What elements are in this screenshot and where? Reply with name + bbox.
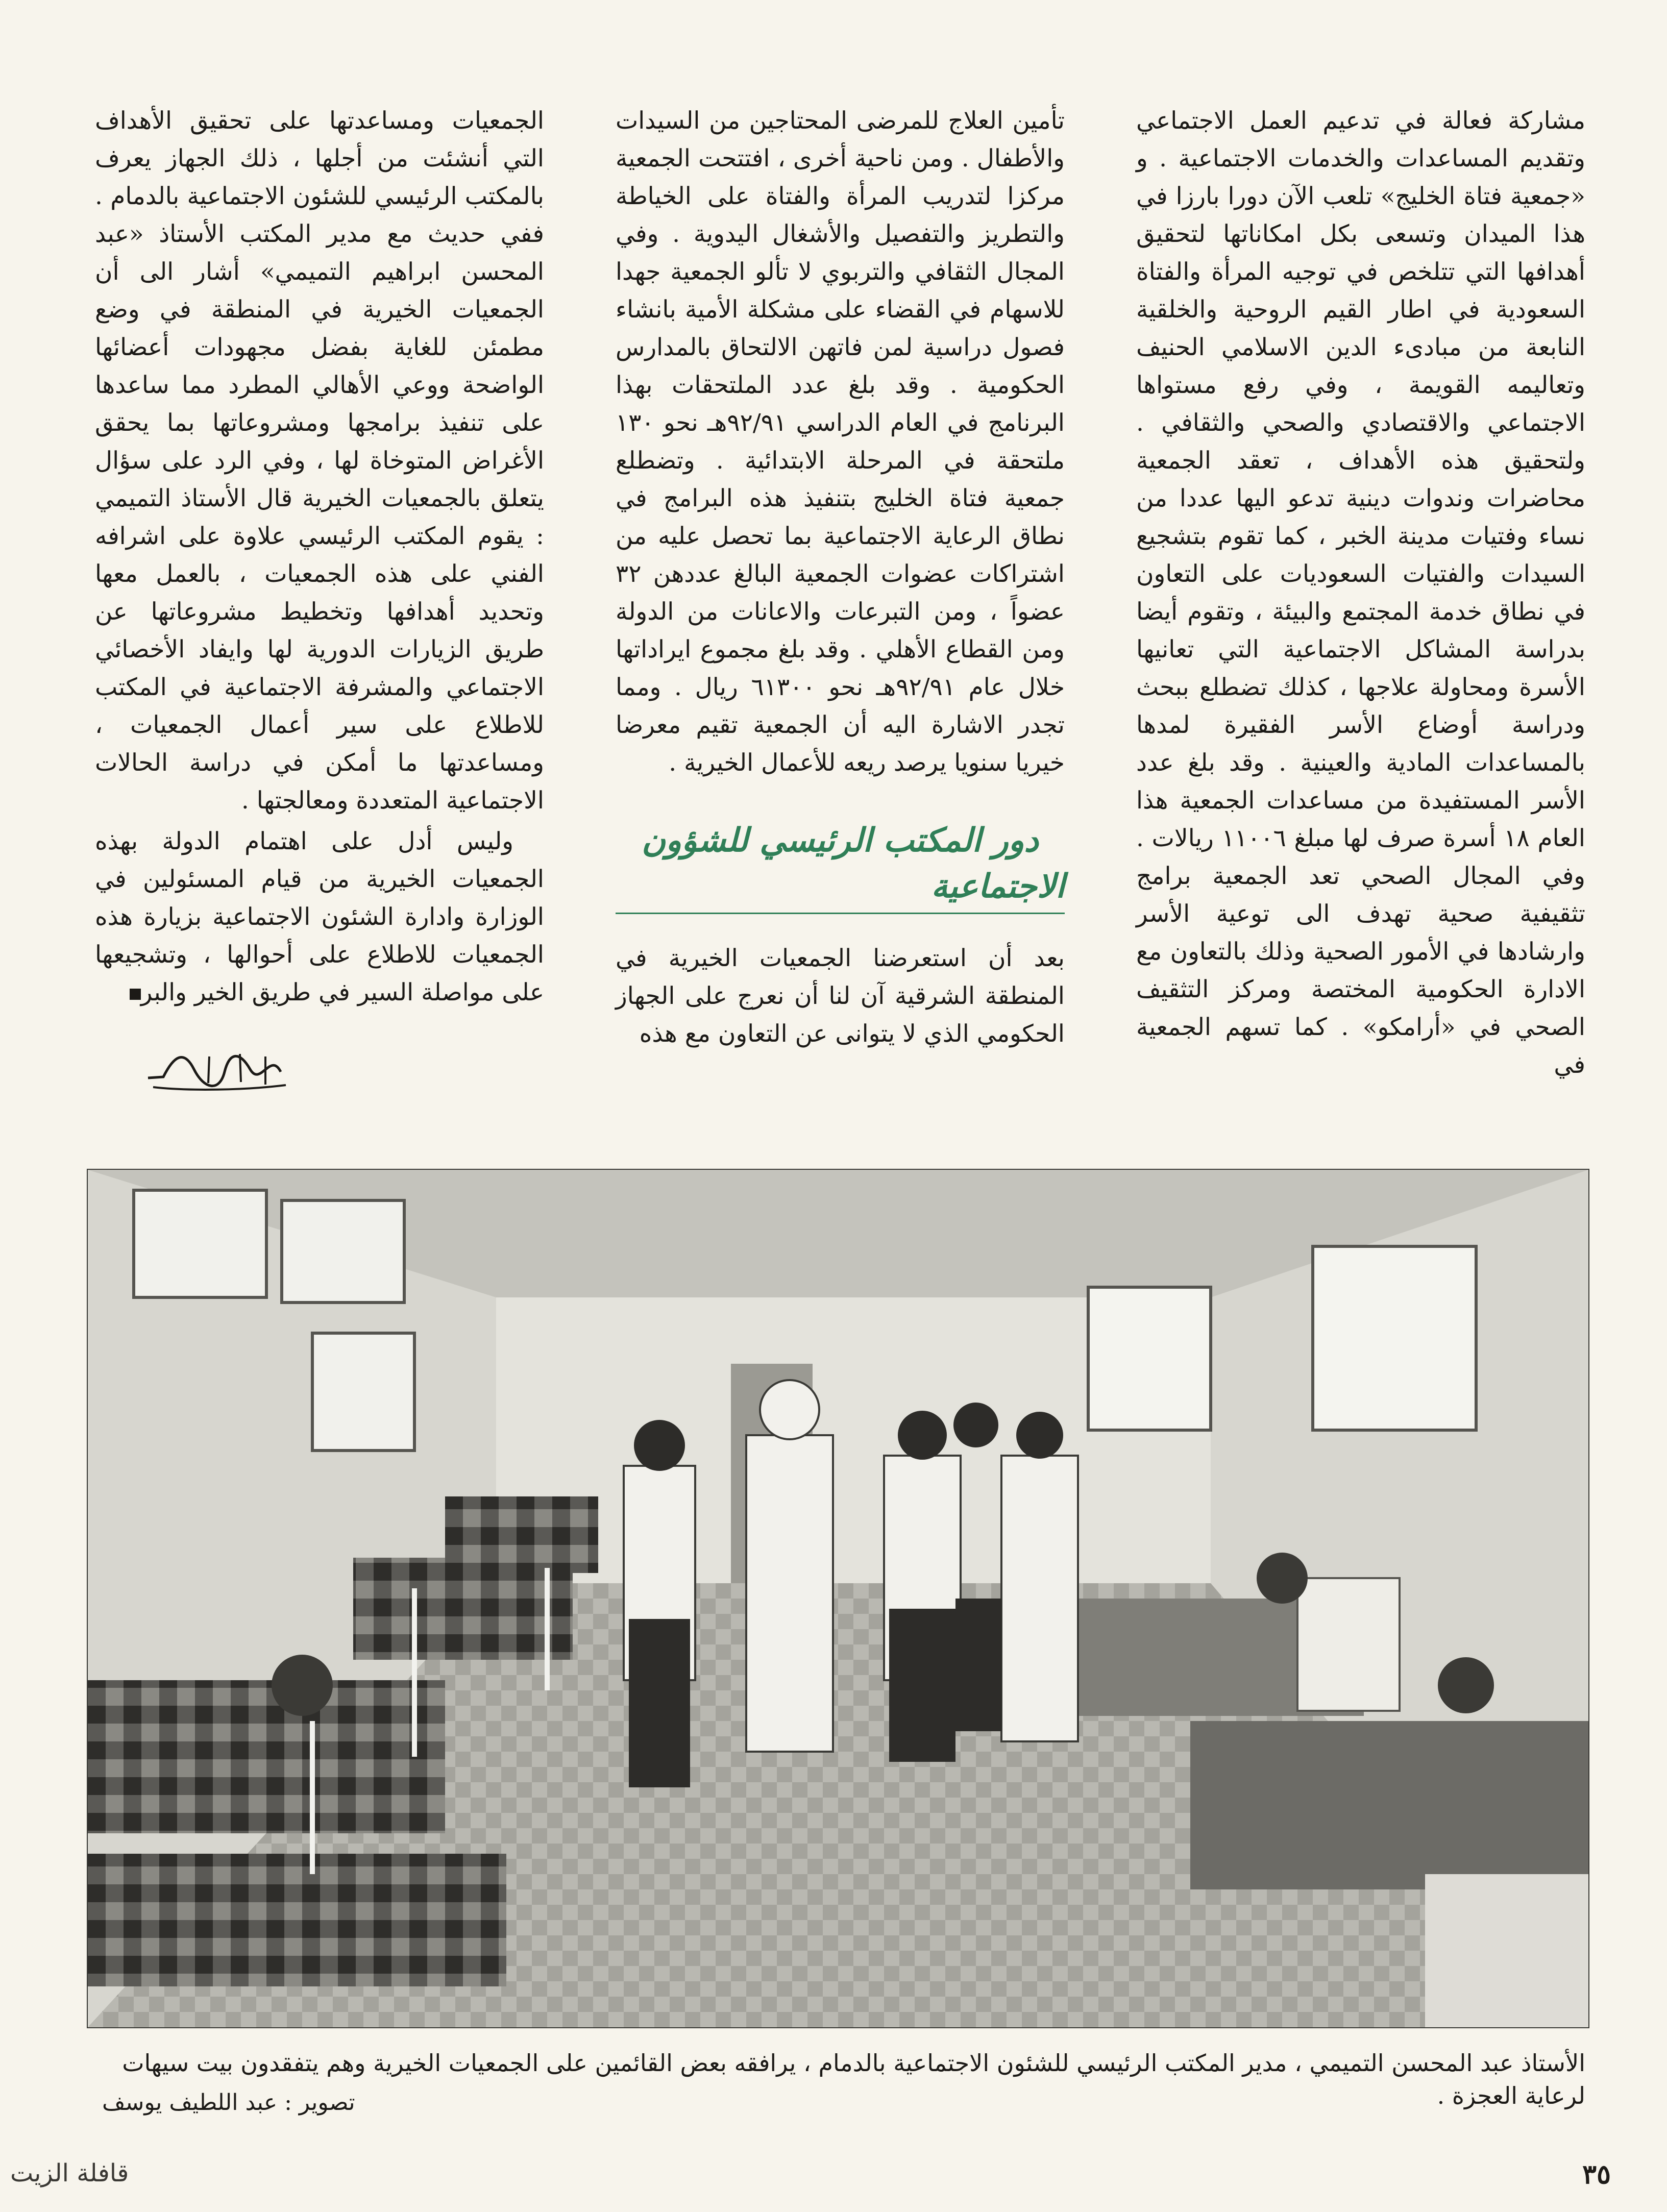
article-column-left bbox=[95, 102, 544, 1012]
paragraph: الجمعيات ومساعدتها على تحقيق الأهداف التي أنشئت من أجلها ، ذلك الجهاز يعرف بالمكتب الرئيسي للشئون الاجتماعية بالدمام . ففي حديث مع مدير المكتب الأستاذ «عبد المحسن ابراهيم التميمي» أشار الى أن الجمعيات الخيرية في المنطقة في وضع مطمئن للغاية بفضل مجهودات أعضائها الواضحة ووعي الأهالي المطرد مما ساعدها على تنفيذ برامجها ومشروعاتها بما يحقق الأغراض المتوخاة لها ، وفي الرد على سؤال يتعلق بالجمعيات الخيرية قال الأستاذ التميمي : يقوم المكتب الرئيسي علاوة على اشرافه الفني على هذه الجمعيات ، بالعمل معها وتحديد أهدافها وتخطيط مشروعاتها عن طريق الزيارات الدورية لها وايفاد الأخصائي الاجتماعي والمشرفة الاجتماعية في المكتب للاطلاع على سير أعمال الجمعيات ، ومساعدتها ما أمكن في دراسة الحالات الاجتماعية المتعددة ومعالجتها . bbox=[95, 107, 544, 815]
magazine-name: قافلة الزيت bbox=[10, 2159, 129, 2188]
photo-caption: الأستاذ عبد المحسن التميمي ، مدير المكتب الرئيسي للشئون الاجتماعية بالدمام ، يرافقه بعض القائمين على الجمعيات الخيرية وهم يتفقدون بيت سيهات لرعاية العجزة . bbox=[122, 2049, 1585, 2109]
section-heading: دور المكتب الرئيسي للشؤون الاجتماعية bbox=[616, 818, 1065, 914]
paragraph-final-text: وليس أدل على اهتمام الدولة بهذه الجمعيات الخيرية من قيام المسئولين في الوزارة وادارة الشئون الاجتماعية بزيارة هذه الجمعيات للاطلاع على أحوالها ، وتشجيعها على مواصلة السير في طريق الخير والبر bbox=[95, 827, 544, 1006]
article-column-middle bbox=[616, 102, 1065, 1053]
photo-credit: تصوير : عبد اللطيف يوسف bbox=[102, 2090, 355, 2116]
ward-photograph bbox=[87, 1169, 1589, 2028]
end-of-article-mark bbox=[130, 989, 141, 1000]
author-signature bbox=[143, 1041, 291, 1097]
page-number: ٣٥ bbox=[1582, 2159, 1611, 2190]
paragraph: مشاركة فعالة في تدعيم العمل الاجتماعي وتقديم المساعدات والخدمات الاجتماعية . و «جمعية فتاة الخليج» تلعب الآن دورا بارزا في هذا الميدان وتسعى بكل امكاناتها لتحقيق أهدافها التي تتلخص في توجيه المرأة والفتاة السعودية في اطار القيم الروحية والخلقية النابعة من مبادىء الدين الاسلامي الحنيف وتعاليمه القويمة ، وفي رفع مستواها الاجتماعي والاقتصادي والصحي والثقافي . ولتحقيق هذه الأهداف ، تعقد الجمعية محاضرات وندوات دينية تدعو اليها عددا من نساء وفتيات مدينة الخبر ، كما تقوم بتشجيع السيدات والفتيات السعوديات على التعاون في نطاق خدمة المجتمع والبيئة ، وتقوم أيضا بدراسة المشاكل الاجتماعية التي تعانيها الأسرة ومحاولة علاجها ، كذلك تضطلع ببحث ودراسة أوضاع الأسر الفقيرة لمدها بالمساعدات المادية والعينية . وقد بلغ عدد الأسر المستفيدة من مساعدات الجمعية هذا العام ١٨ أسرة صرف لها مبلغ ١١٠٠٦ ريالات . وفي المجال الصحي تعد الجمعية برامج تثقيفية صحية تهدف الى توعية الأسر وارشادها في الأمور الصحية وذلك بالتعاون مع الادارة الحكومية المختصة ومركز التثقيف الصحي في «أرامكو» . كما تسهم الجمعية في bbox=[1136, 107, 1585, 1079]
paragraph: بعد أن استعرضنا الجمعيات الخيرية في المنطقة الشرقية آن لنا أن نعرج على الجهاز الحكومي الذي لا يتوانى عن التعاون مع هذه bbox=[616, 944, 1065, 1048]
paragraph-final bbox=[95, 823, 544, 1012]
paragraph: تأمين العلاج للمرضى المحتاجين من السيدات والأطفال . ومن ناحية أخرى ، افتتحت الجمعية مركزا لتدريب المرأة والفتاة على الخياطة والتطريز والتفصيل والأشغال اليدوية . وفي المجال الثقافي والتربوي لا تألو الجمعية جهدا للاسهام في القضاء على مشكلة الأمية بانشاء فصول دراسية لمن فاتهن الالتحاق بالمدارس الحكومية . وقد بلغ عدد الملتحقات بهذا البرنامج في العام الدراسي ٩٢/٩١هـ نحو ١٣٠ ملتحقة في المرحلة الابتدائية . وتضطلع جمعية فتاة الخليج بتنفيذ هذه البرامج في نطاق الرعاية الاجتماعية بما تحصل عليه من اشتراكات عضوات الجمعية البالغ عددهن ٣٢ عضواً ، ومن التبرعات والاعانات من الدولة ومن القطاع الأهلي . وقد بلغ مجموع ايراداتها خلال عام ٩٢/٩١هـ نحو ٦١٣٠٠ ريال . ومما تجدر الاشارة اليه أن الجمعية تقيم معرضا خيريا سنويا يرصد ريعه للأعمال الخيرية . bbox=[616, 107, 1065, 777]
article-column-right bbox=[1136, 102, 1585, 1084]
